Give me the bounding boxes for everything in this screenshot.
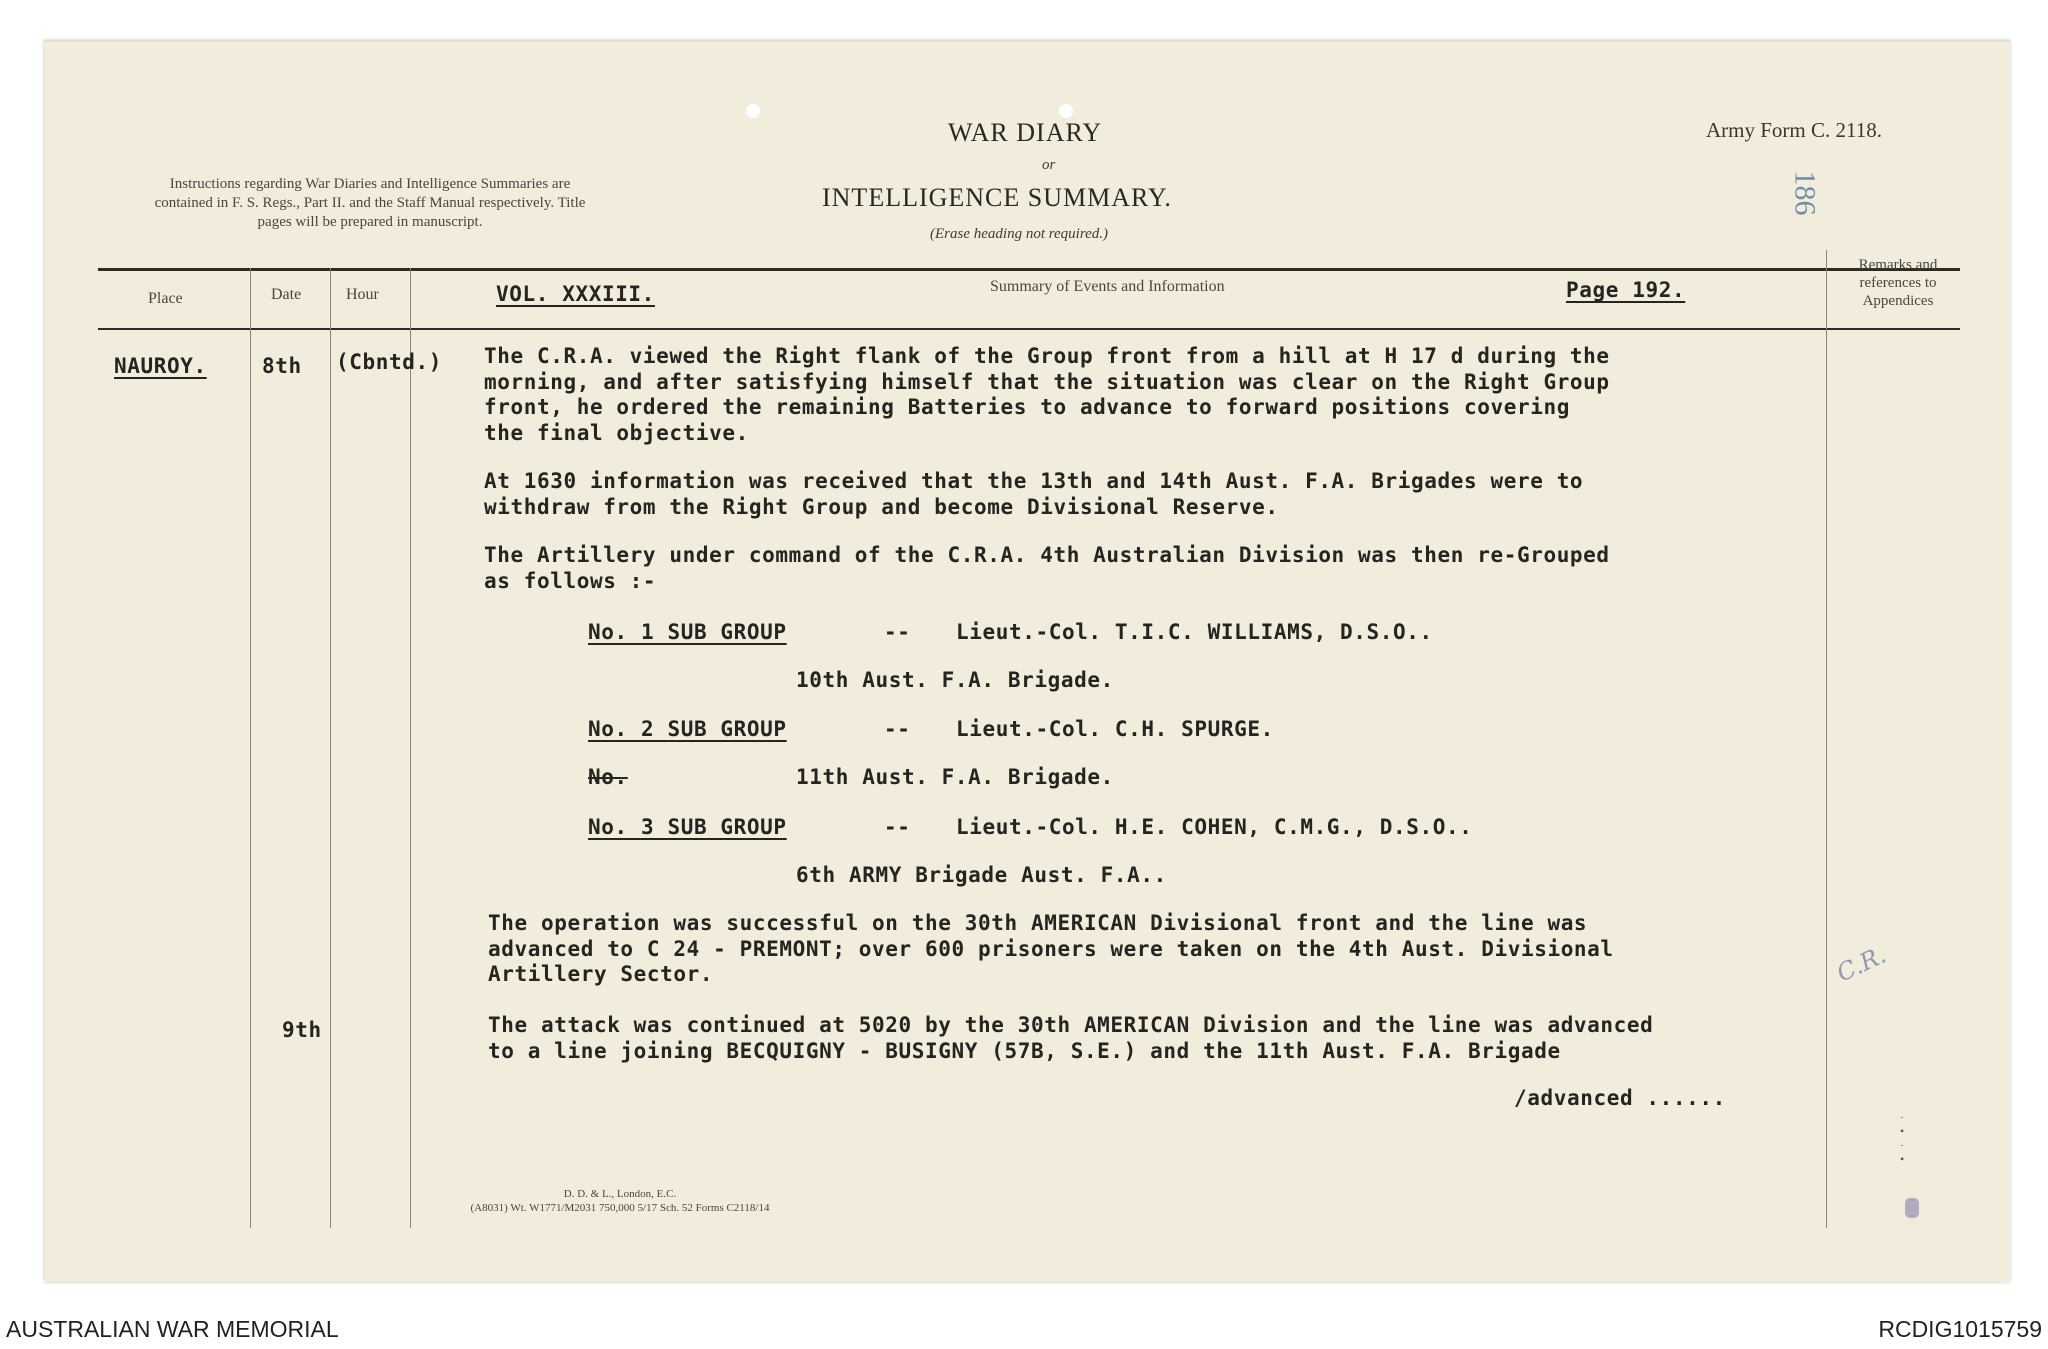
army-form-number: Army Form C. 2118. bbox=[1706, 118, 1882, 142]
paragraph-operation-successful: The operation was successful on the 30th AMERICAN Divisional front and the line was advanced to C 24 - PREMONT; over 600 prisoners were taken on the 4th Aust. Divisional Artillery Sector. bbox=[488, 911, 1614, 986]
sub-group-dash: -- bbox=[884, 620, 911, 644]
sub-group-dash: -- bbox=[884, 717, 911, 741]
column-divider bbox=[250, 268, 251, 1228]
column-divider bbox=[330, 268, 331, 1228]
sub-group-unit: 10th Aust. F.A. Brigade. bbox=[796, 668, 1114, 692]
column-header-remarks: Remarks and references to Appendices bbox=[1858, 257, 1938, 309]
column-divider bbox=[1826, 250, 1827, 1228]
title-war-diary: WAR DIARY bbox=[948, 118, 1103, 147]
entry-hour: (Cbntd.) bbox=[336, 350, 442, 374]
page-number: Page 192. bbox=[1566, 278, 1686, 302]
column-header-place: Place bbox=[148, 290, 183, 307]
paragraph-1630-information: At 1630 information was received that the 13th and 14th Aust. F.A. Brigades were to withdraw from the Right Group and become Divisional Reserve. bbox=[484, 469, 1584, 519]
title-or: or bbox=[1042, 157, 1056, 173]
sub-group-name: No. 2 SUB GROUP bbox=[588, 717, 787, 741]
ink-spots: · • · • bbox=[1900, 1110, 1905, 1166]
footer-institution: AUSTRALIAN WAR MEMORIAL bbox=[6, 1316, 339, 1342]
erase-note: (Erase heading not required.) bbox=[930, 226, 1109, 242]
title-intelligence-summary: INTELLIGENCE SUMMARY. bbox=[822, 183, 1172, 212]
folio-stamp: 186 bbox=[1788, 170, 1822, 216]
pencil-initials: C.R. bbox=[1832, 940, 1891, 988]
header-top-rule bbox=[98, 268, 1960, 271]
printer-imprint: D. D. & L., London, E.C. (A8031) Wt. W1771/M2031 750,000 5/17 Sch. 52 Forms C2118/14 bbox=[470, 1188, 770, 1214]
column-header-date: Date bbox=[271, 286, 302, 303]
paragraph-attack-continued: The attack was continued at 5020 by the 30th AMERICAN Division and the line was advanced to a line joining BECQUIGNY - BUSIGNY (57B, S.E.) and the 11th Aust. F.A. Brigade bbox=[488, 1013, 1654, 1063]
sub-group-unit: 11th Aust. F.A. Brigade. bbox=[796, 765, 1114, 789]
footer-catalogue-id: RCDIG1015759 bbox=[1878, 1316, 2042, 1342]
sub-group-name: No. 3 SUB GROUP bbox=[588, 815, 787, 839]
volume-label: VOL. XXXIII. bbox=[496, 282, 655, 306]
entry-date: 9th bbox=[282, 1018, 322, 1042]
sub-group-commander: Lieut.-Col. H.E. COHEN, C.M.G., D.S.O.. bbox=[956, 815, 1473, 839]
struck-prefix: No. bbox=[588, 765, 628, 789]
column-header-hour: Hour bbox=[346, 286, 379, 303]
punch-hole bbox=[746, 104, 760, 118]
column-header-summary: Summary of Events and Information bbox=[990, 278, 1225, 295]
entry-place: NAUROY. bbox=[114, 354, 207, 378]
paragraph-regrouped: The Artillery under command of the C.R.A. 4th Australian Division was then re-Grouped as follows :- bbox=[484, 543, 1610, 593]
sub-group-commander: Lieut.-Col. C.H. SPURGE. bbox=[956, 717, 1274, 741]
header-bottom-rule bbox=[98, 328, 1960, 330]
column-divider bbox=[410, 268, 411, 1228]
sub-group-name: No. 1 SUB GROUP bbox=[588, 620, 787, 644]
continued-note: /advanced ...... bbox=[1514, 1086, 1726, 1110]
sub-group-unit: 6th ARMY Brigade Aust. F.A.. bbox=[796, 863, 1167, 887]
entry-date: 8th bbox=[262, 354, 302, 378]
paragraph-cra-viewed: The C.R.A. viewed the Right flank of the Group front from a hill at H 17 d during the morning, and after satisfying himself that the situation was clear on the Right Group front, he ordered the remaining Batteries to advance to forward positions covering the final objective. bbox=[484, 344, 1610, 445]
sub-group-commander: Lieut.-Col. T.I.C. WILLIAMS, D.S.O.. bbox=[956, 620, 1433, 644]
sub-group-dash: -- bbox=[884, 815, 911, 839]
ink-blot bbox=[1905, 1198, 1919, 1218]
punch-hole bbox=[1059, 104, 1073, 118]
instructions-text: Instructions regarding War Diaries and Intelligence Summaries are contained in F. S. Regs., Part II. and the Staff Manual respectively. Title pages will be prepared in manuscript. bbox=[154, 176, 586, 230]
